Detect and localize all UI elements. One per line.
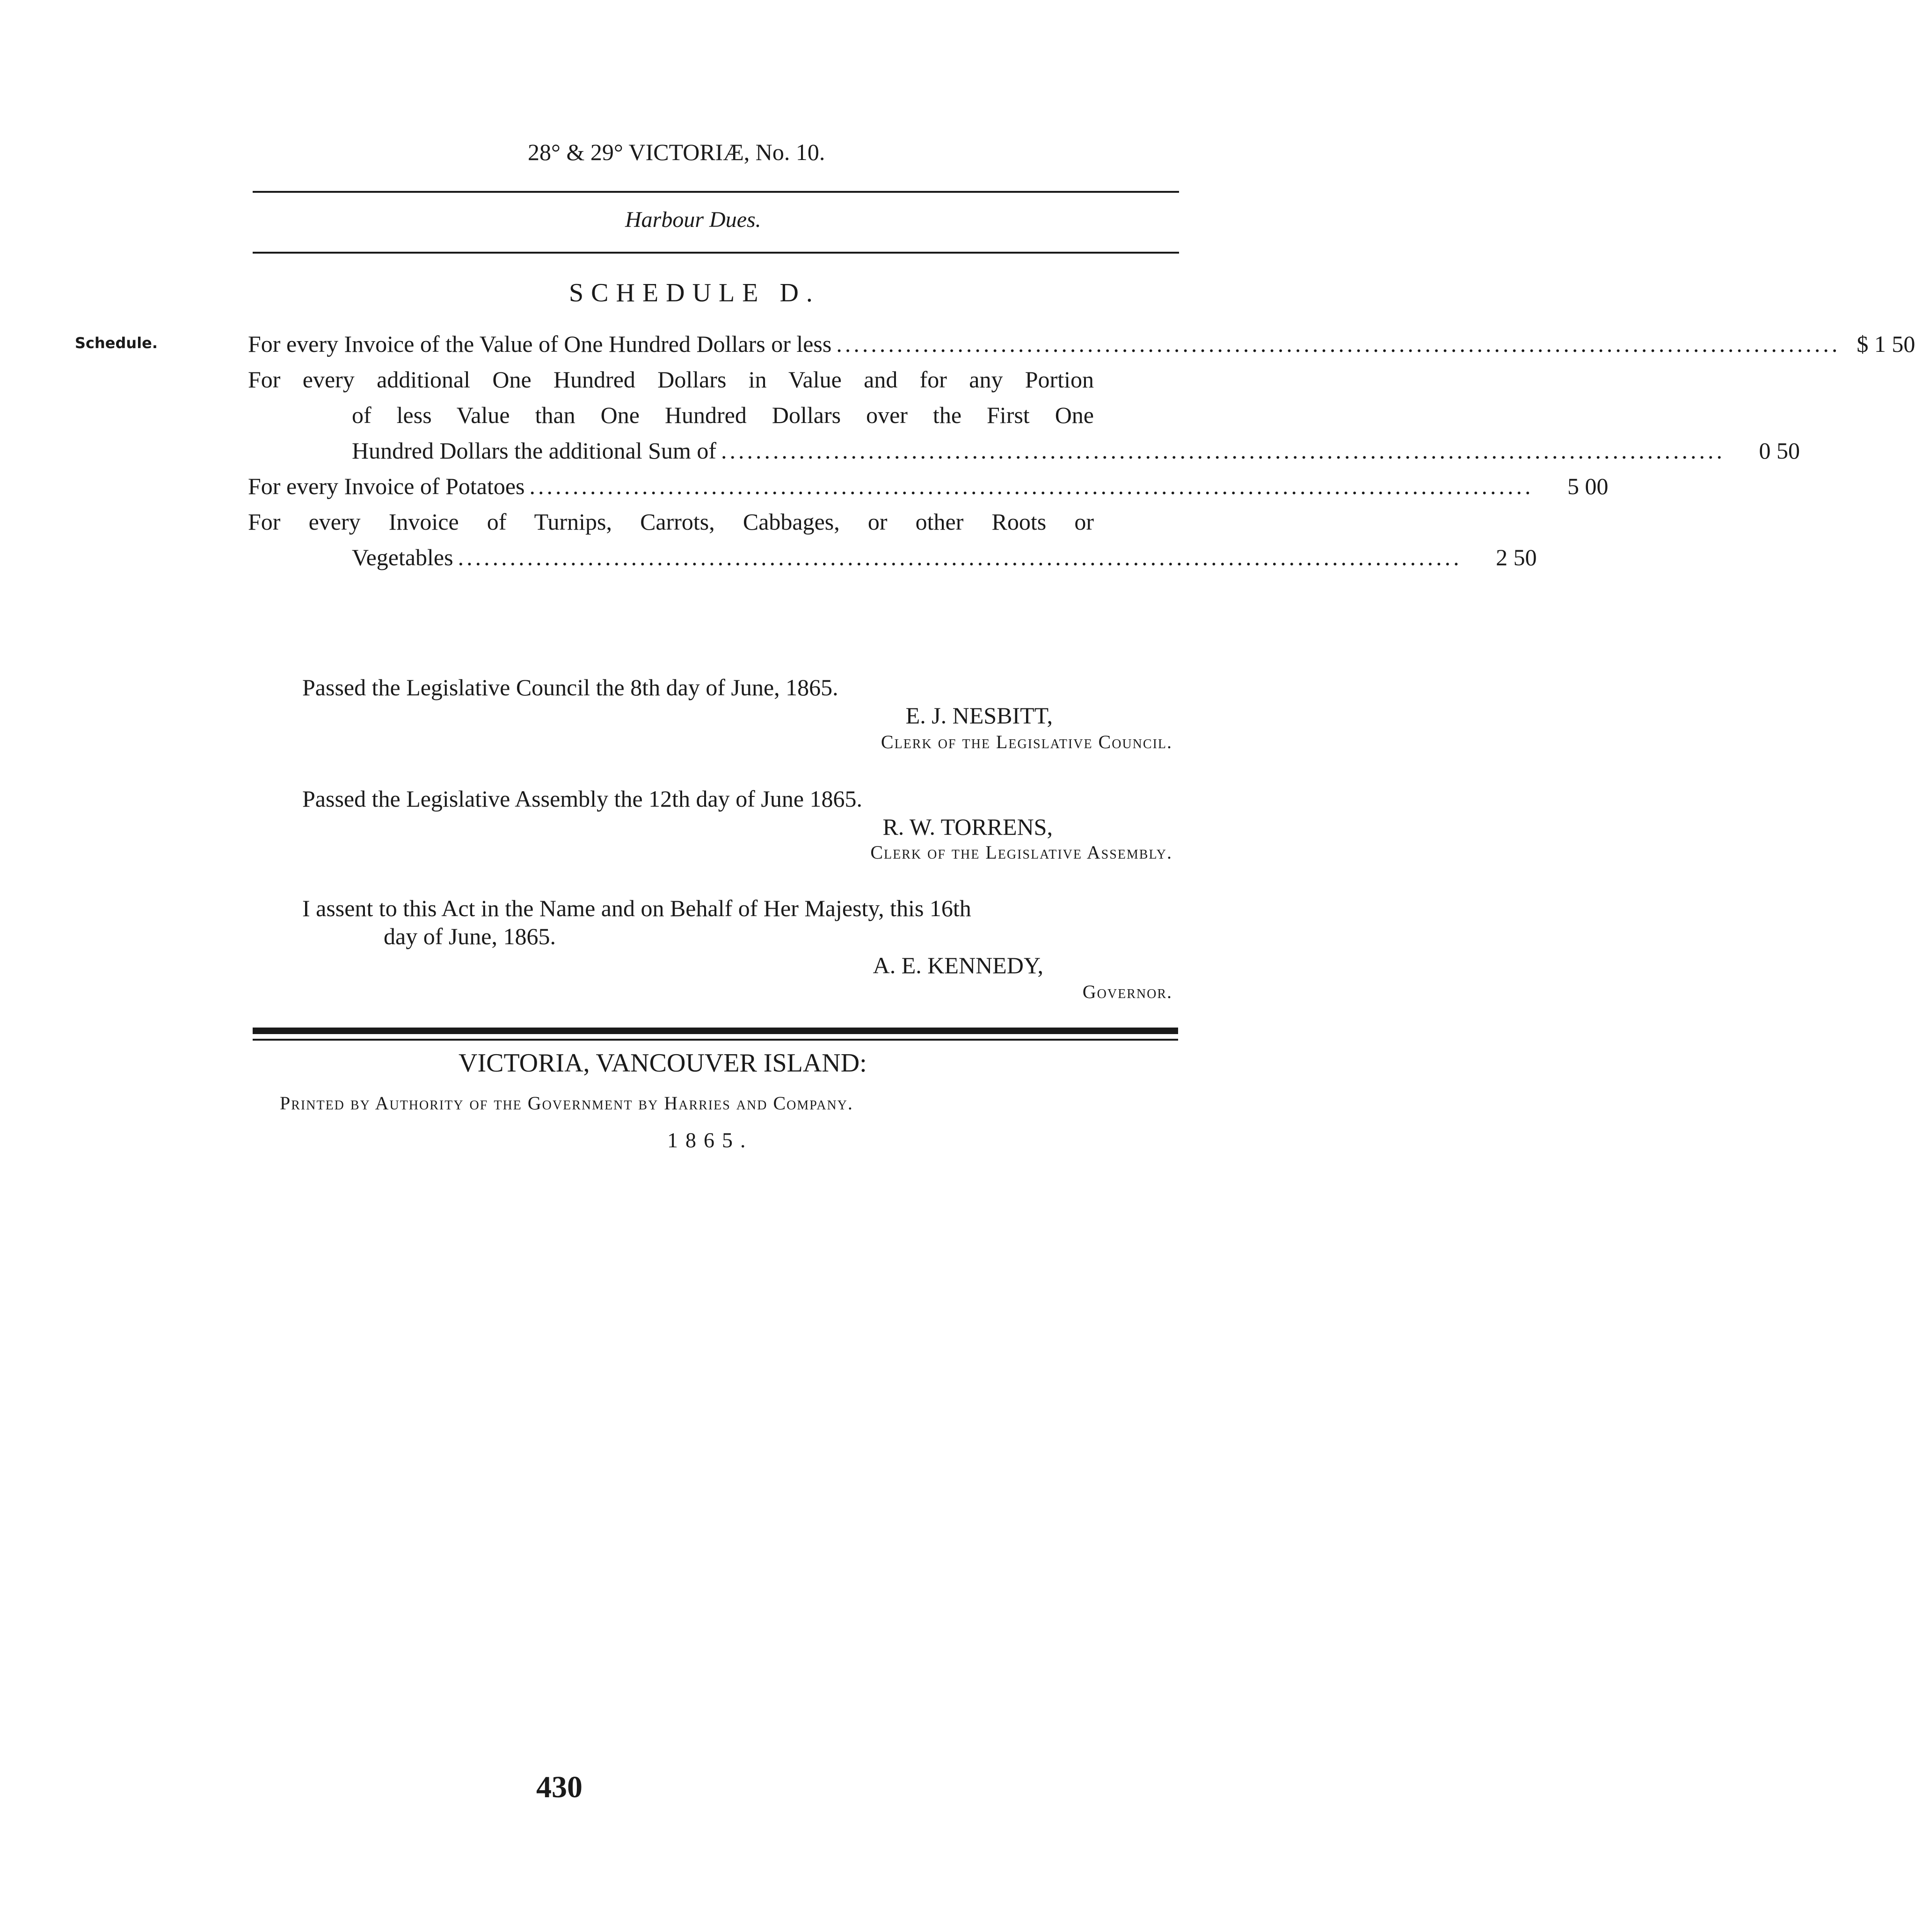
entry-amount: $ 1 50 [1857, 331, 1915, 357]
entry-amount: 0 50 [1759, 437, 1800, 464]
schedule-entry-additional-sum [352, 437, 1800, 473]
running-head: 28° & 29° VICTORIÆ, No. 10. [528, 139, 825, 165]
entry-amount: 5 00 [1567, 473, 1609, 499]
header-rule-top [253, 191, 1179, 193]
council-clerk-name: E. J. NESBITT, [905, 702, 1053, 729]
imprint-printer: Printed by Authority of the Government by Harries and Company. [280, 1093, 853, 1114]
schedule-entry-potatoes [248, 473, 1609, 508]
entry-text: For every additional One Hundred Dollars in Value and for any Portion [248, 366, 1094, 393]
schedule-entry-vegetables [352, 544, 1537, 579]
governor-name: A. E. KENNEDY, [873, 952, 1043, 978]
entry-text: For every Invoice of the Value of One Hundred Dollars or less [248, 331, 832, 357]
assembly-passed: Passed the Legislative Assembly the 12th day of June 1865. [302, 786, 863, 812]
margin-note: Schedule. [75, 334, 158, 352]
schedule-entry-additional [248, 366, 1169, 401]
entry-amount: 2 50 [1496, 544, 1537, 570]
entry-text: For every Invoice of Potatoes [248, 473, 525, 499]
imprint-rule-thick [253, 1028, 1178, 1034]
entry-text: Hundred Dollars the additional Sum of [352, 437, 717, 464]
entry-text: For every Invoice of Turnips, Carrots, Cabbages, or other Roots or [248, 509, 1094, 535]
assembly-clerk-name: R. W. TORRENS, [882, 814, 1053, 840]
assent-line-2: day of June, 1865. [384, 923, 556, 949]
schedule-entry-invoice [248, 330, 1915, 366]
schedule-entry-additional-cont [352, 401, 1169, 437]
imprint-rule-thin [253, 1039, 1178, 1041]
dot-leader: .................................................................................................................... [529, 473, 1534, 499]
dot-leader: .................................................................................................................... [458, 544, 1462, 570]
imprint-year: 1865. [667, 1128, 753, 1152]
dot-leader: .................................................................................................................... [836, 331, 1841, 357]
header-rule-bottom [253, 252, 1179, 254]
schedule-title: SCHEDULE D. [569, 278, 820, 307]
dot-leader: .................................................................................................................... [721, 437, 1726, 464]
act-subtitle: Harbour Dues. [625, 207, 761, 232]
council-clerk-title: Clerk of the Legislative Council. [881, 731, 1172, 752]
schedule-entry-roots [248, 508, 1169, 544]
entry-text: Vegetables [352, 544, 453, 570]
council-passed: Passed the Legislative Council the 8th day of June, 1865. [302, 674, 838, 700]
assembly-clerk-title: Clerk of the Legislative Assembly. [870, 842, 1172, 863]
assent-line-1: I assent to this Act in the Name and on Behalf of Her Majesty, this 16th [302, 895, 971, 921]
page-number: 430 [536, 1770, 583, 1804]
imprint-place: VICTORIA, VANCOUVER ISLAND: [459, 1049, 867, 1078]
governor-title: Governor. [1082, 981, 1172, 1002]
entry-text: of less Value than One Hundred Dollars over the First One [352, 402, 1094, 428]
